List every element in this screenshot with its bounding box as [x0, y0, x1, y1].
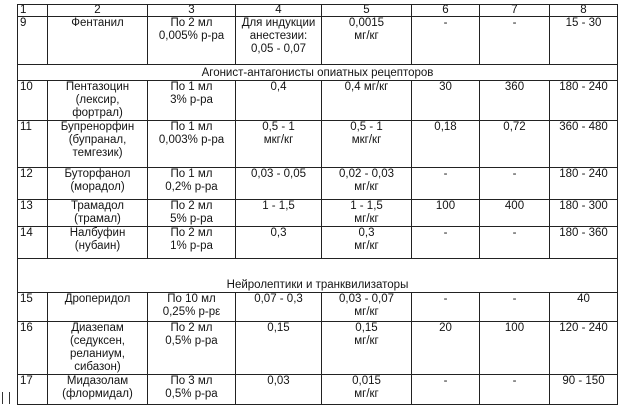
- drug-name-cell: [48, 121, 148, 168]
- maintenance-dose-cell-line: 0,0015: [348, 17, 385, 29]
- drug-name-cell-line: (бупранал,: [68, 134, 127, 146]
- table-row: [18, 227, 618, 259]
- induction-dose-cell-line: 0,15: [267, 322, 290, 334]
- drug-name-cell-line: Бупренорфин: [60, 121, 135, 133]
- induction-dose-cell: [236, 81, 322, 121]
- induction-dose-cell: [236, 121, 322, 168]
- maintenance-dose-cell-line: мг/кг: [354, 335, 379, 347]
- column-header: 8: [550, 5, 618, 17]
- table-row: [18, 322, 618, 375]
- maintenance-dose-cell-line: мг/кг: [354, 181, 379, 193]
- column-number-row: [18, 5, 618, 17]
- dose-form-cell: [148, 17, 236, 65]
- drug-name-cell-line: Буторфанол: [64, 168, 131, 180]
- duration-cell: 180 - 360: [550, 227, 618, 259]
- drug-name-cell-line: Налбуфин: [69, 227, 126, 239]
- row-number-cell: 11: [18, 121, 48, 168]
- drug-dosage-table: [17, 4, 618, 405]
- induction-dose-cell-line: 0,3: [270, 227, 287, 239]
- induction-dose-cell-line: мкг/кг: [263, 134, 294, 146]
- drug-name-cell-line: (морадол): [70, 181, 125, 193]
- dose-form-cell: [148, 200, 236, 227]
- induction-dose-cell: [236, 17, 322, 65]
- column-6-cell: -: [412, 293, 480, 322]
- dose-form-cell-line: По 1 мл: [170, 81, 213, 93]
- maintenance-dose-cell: [322, 375, 412, 405]
- dose-form-cell-line: По 1 мл: [170, 121, 213, 133]
- induction-dose-cell-line: 1 - 1,5: [262, 200, 295, 212]
- dose-form-cell: [148, 227, 236, 259]
- table-row: [18, 375, 618, 405]
- column-7-cell: -: [480, 168, 550, 200]
- drug-name-cell: [48, 227, 148, 259]
- maintenance-dose-cell-line: мкг/кг: [351, 134, 382, 146]
- maintenance-dose-cell: [322, 293, 412, 322]
- dose-form-cell-line: 1% р-ра: [170, 240, 213, 252]
- table-row: [18, 81, 618, 121]
- maintenance-dose-cell-line: мг/кг: [354, 240, 379, 252]
- dose-form-cell-line: По 10 мл: [167, 293, 216, 305]
- column-6-cell: 0,18: [412, 121, 480, 168]
- dose-form-cell-line: 0,5% р-ра: [165, 388, 218, 400]
- section-header-row: [18, 259, 618, 293]
- maintenance-dose-cell: [322, 227, 412, 259]
- dose-form-cell-line: 0,005% р-ра: [158, 30, 225, 42]
- maintenance-dose-cell-line: 0,3: [358, 227, 375, 239]
- table-row: [18, 293, 618, 322]
- drug-name-cell-line: Диазепам: [71, 322, 124, 334]
- column-7-cell: -: [480, 375, 550, 405]
- maintenance-dose-cell-line: 0,02 - 0,03: [339, 168, 394, 180]
- duration-cell: 40: [550, 293, 618, 322]
- dose-form-cell: [148, 322, 236, 375]
- row-number-cell: 16: [18, 322, 48, 375]
- induction-dose-cell-line: 0,03: [267, 375, 290, 387]
- column-6-cell: -: [412, 375, 480, 405]
- induction-dose-cell: [236, 168, 322, 200]
- column-header: 6: [412, 5, 480, 17]
- table-row: [18, 200, 618, 227]
- duration-cell: 15 - 30: [550, 17, 618, 65]
- row-number-cell: 9: [18, 17, 48, 65]
- table-row: [18, 168, 618, 200]
- column-header: 1: [18, 5, 48, 17]
- duration-cell: 180 - 240: [550, 168, 618, 200]
- section-title: Нейролептики и транквилизаторы: [18, 259, 618, 293]
- column-6-cell: 20: [412, 322, 480, 375]
- duration-cell: 120 - 240: [550, 322, 618, 375]
- dose-form-cell-line: По 1 мл: [170, 168, 213, 180]
- drug-name-cell: [48, 375, 148, 405]
- row-number-cell: 10: [18, 81, 48, 121]
- column-header: 3: [148, 5, 236, 17]
- maintenance-dose-cell: [322, 17, 412, 65]
- maintenance-dose-cell-line: 0,4 мг/кг: [344, 81, 389, 93]
- maintenance-dose-cell-line: 0,5 - 1: [350, 121, 383, 133]
- dose-form-cell-line: По 2 мл: [170, 200, 213, 212]
- drug-name-cell-line: (флормидал): [62, 388, 133, 400]
- dose-form-cell-line: По 3 мл: [170, 375, 213, 387]
- column-header: 5: [322, 5, 412, 17]
- dose-form-cell: [148, 121, 236, 168]
- dose-form-cell-line: По 2 мл: [170, 322, 213, 334]
- maintenance-dose-cell-line: 0,03 - 0,07: [339, 293, 394, 305]
- row-number-cell: 15: [18, 293, 48, 322]
- duration-cell: 180 - 240: [550, 81, 618, 121]
- induction-dose-cell: [236, 200, 322, 227]
- row-number-cell: 14: [18, 227, 48, 259]
- maintenance-dose-cell-line: мг/кг: [354, 306, 379, 318]
- dose-form-cell-line: 0,5% р-ра: [165, 335, 218, 347]
- dose-form-cell-line: 0,25% р-рε: [162, 306, 221, 318]
- dose-form-cell-line: 5% р-ра: [170, 213, 213, 225]
- maintenance-dose-cell: [322, 200, 412, 227]
- column-7-cell: 360: [480, 81, 550, 121]
- drug-name-cell-line: реланиум,: [69, 348, 125, 360]
- dose-form-cell-line: По 2 мл: [170, 227, 213, 239]
- drug-name-cell-line: Пентазоцин: [65, 81, 130, 93]
- maintenance-dose-cell: [322, 81, 412, 121]
- drug-name-cell: [48, 293, 148, 322]
- induction-dose-cell-line: 0,03 - 0,05: [251, 168, 306, 180]
- column-7-cell: 0,72: [480, 121, 550, 168]
- page-edge-mark: [2, 392, 10, 404]
- row-number-cell: 17: [18, 375, 48, 405]
- maintenance-dose-cell-line: мг/кг: [354, 30, 379, 42]
- maintenance-dose-cell-line: мг/кг: [354, 388, 379, 400]
- dose-form-cell: [148, 375, 236, 405]
- drug-name-cell-line: фортрал): [72, 107, 123, 119]
- maintenance-dose-cell-line: 1 - 1,5: [350, 200, 383, 212]
- drug-name-cell: [48, 322, 148, 375]
- induction-dose-cell-line: Для индукции: [241, 17, 316, 29]
- dose-form-cell-line: 0,003% р-ра: [158, 134, 225, 146]
- column-6-cell: -: [412, 227, 480, 259]
- table-body: [18, 5, 618, 405]
- duration-cell: 90 - 150: [550, 375, 618, 405]
- drug-name-cell-line: темгезик): [72, 147, 123, 159]
- induction-dose-cell: [236, 293, 322, 322]
- induction-dose-cell-line: анестезии:: [249, 30, 308, 42]
- drug-name-cell-line: (трамал): [74, 213, 121, 225]
- column-header: 7: [480, 5, 550, 17]
- row-number-cell: 13: [18, 200, 48, 227]
- drug-name-cell-line: (нубаин): [74, 240, 121, 252]
- column-header: 4: [236, 5, 322, 17]
- section-header-row: [18, 65, 618, 81]
- dose-form-cell: [148, 293, 236, 322]
- induction-dose-cell: [236, 227, 322, 259]
- induction-dose-cell-line: 0,05 - 0,07: [251, 43, 306, 55]
- drug-name-cell-line: Дроперидол: [64, 293, 131, 305]
- drug-name-cell: [48, 200, 148, 227]
- maintenance-dose-cell: [322, 121, 412, 168]
- dose-form-cell: [148, 168, 236, 200]
- table-row: [18, 17, 618, 65]
- column-6-cell: 30: [412, 81, 480, 121]
- row-number-cell: 12: [18, 168, 48, 200]
- column-7-cell: 400: [480, 200, 550, 227]
- column-6-cell: -: [412, 17, 480, 65]
- induction-dose-cell: [236, 322, 322, 375]
- drug-name-cell-line: (лексир,: [75, 94, 120, 106]
- drug-name-cell-line: Фентанил: [71, 17, 124, 29]
- induction-dose-cell-line: 0,4: [270, 81, 287, 93]
- column-header: 2: [48, 5, 148, 17]
- column-7-cell: 100: [480, 322, 550, 375]
- dose-form-cell-line: 0,2% р-ра: [165, 181, 218, 193]
- duration-cell: 180 - 300: [550, 200, 618, 227]
- drug-name-cell: [48, 81, 148, 121]
- dose-form-cell-line: По 2 мл: [170, 17, 213, 29]
- drug-name-cell-line: Мидазолам: [66, 375, 129, 387]
- drug-name-cell-line: сибазон): [74, 361, 121, 373]
- induction-dose-cell-line: 0,5 - 1: [262, 121, 295, 133]
- maintenance-dose-cell: [322, 168, 412, 200]
- section-title: Агонист-антагонисты опиатных рецепторов: [18, 65, 618, 81]
- maintenance-dose-cell-line: 0,015: [352, 375, 381, 387]
- column-6-cell: 100: [412, 200, 480, 227]
- maintenance-dose-cell-line: 0,15: [355, 322, 378, 334]
- maintenance-dose-cell: [322, 322, 412, 375]
- dose-form-cell: [148, 81, 236, 121]
- drug-name-cell-line: (седуксен,: [69, 335, 126, 347]
- maintenance-dose-cell-line: мг/кг: [354, 213, 379, 225]
- induction-dose-cell: [236, 375, 322, 405]
- column-7-cell: -: [480, 17, 550, 65]
- column-7-cell: -: [480, 293, 550, 322]
- table-row: [18, 121, 618, 168]
- column-7-cell: -: [480, 227, 550, 259]
- drug-name-cell: [48, 168, 148, 200]
- dose-form-cell-line: 3% р-ра: [170, 94, 213, 106]
- induction-dose-cell-line: 0,07 - 0,3: [254, 293, 303, 305]
- drug-name-cell-line: Трамадол: [70, 200, 125, 212]
- drug-name-cell: [48, 17, 148, 65]
- column-6-cell: -: [412, 168, 480, 200]
- duration-cell: 360 - 480: [550, 121, 618, 168]
